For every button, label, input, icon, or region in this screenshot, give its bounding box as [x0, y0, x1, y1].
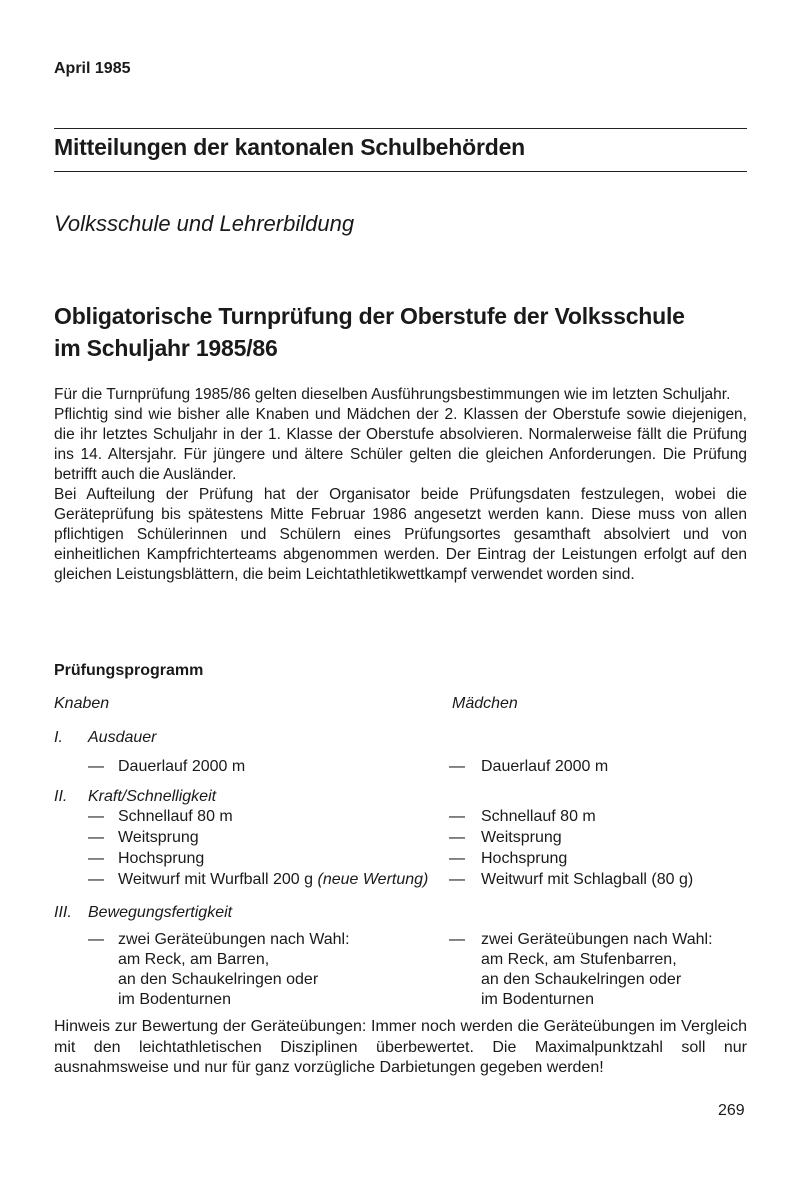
- dash-girls: —: [449, 829, 465, 846]
- column-header-boys: Knaben: [54, 695, 110, 712]
- girls-item: Schnellauf 80 m: [481, 808, 596, 825]
- girls-item: im Bodenturnen: [481, 991, 594, 1008]
- girls-item: Dauerlauf 2000 m: [481, 758, 609, 775]
- girls-item: zwei Geräteübungen nach Wahl:: [481, 931, 713, 948]
- dash-boys: —: [88, 808, 104, 825]
- boys-item: Hochsprung: [118, 850, 205, 867]
- boys-item: Schnellauf 80 m: [118, 808, 233, 825]
- program-heading: Prüfungsprogramm: [54, 662, 204, 679]
- page-number: 269: [718, 1102, 745, 1119]
- girls-item: Weitwurf mit Schlagball (80 g): [481, 871, 694, 888]
- girls-item: Weitsprung: [481, 829, 562, 846]
- paragraph: Bei Aufteilung der Prüfung hat der Organisator beide Prüfungsdaten festzulegen, wobei die Geräteprüfung bis spätestens Mitte Februar 1986 angesetzt werden kann. Diese muss von allen pflichtigen Schülerinnen und Schülern eines Prüfungsortes gesamthaft absolviert und von einheitlichen Kampfrichterteams abgenommen werden. Der Eintrag der Leistungen erfolgt auf den gleichen Leistungsblättern, die beim Leichtathletikwettkampf verwendet worden sind.: [54, 486, 747, 583]
- dash-girls: —: [449, 758, 465, 775]
- evaluation-note: [54, 1017, 747, 1079]
- section-name: Ausdauer: [88, 729, 157, 746]
- dash-boys: —: [88, 931, 104, 948]
- dash-girls: —: [449, 871, 465, 888]
- section-name: Bewegungsfertigkeit: [88, 904, 233, 921]
- boys-item: [118, 871, 428, 889]
- dash-boys: —: [88, 758, 104, 775]
- dash-boys: —: [88, 829, 104, 846]
- article-title-line-2: im Schuljahr 1985/86: [54, 335, 278, 361]
- dash-girls: —: [449, 808, 465, 825]
- boys-item: am Reck, am Barren,: [118, 951, 270, 968]
- dash-girls: —: [449, 850, 465, 867]
- column-header-girls: Mädchen: [452, 695, 518, 712]
- article-body: [54, 385, 747, 585]
- boys-item: Dauerlauf 2000 m: [118, 758, 246, 775]
- dash-boys: —: [88, 850, 104, 867]
- boys-item: an den Schaukelringen oder: [118, 971, 319, 988]
- section-numeral: III.: [54, 904, 72, 921]
- boys-item: zwei Geräteübungen nach Wahl:: [118, 931, 350, 948]
- issue-date: April 1985: [54, 60, 131, 77]
- girls-item: an den Schaukelringen oder: [481, 971, 682, 988]
- article-title-line-1: Obligatorische Turnprüfung der Oberstufe der Volksschule: [54, 303, 685, 329]
- boys-item-note: (neue Wertung): [317, 871, 429, 888]
- note-text: Hinweis zur Bewertung der Geräteübungen: Immer noch werden die Geräteübungen im Vergleich mit den leichtathletischen Disziplinen überbewertet. Die Maximalpunktzahl soll nur ausnahmsweise und nur für ganz vorzügliche Darbietungen gegeben werden!: [54, 1018, 747, 1076]
- boys-item: im Bodenturnen: [118, 991, 231, 1008]
- boys-item-text: Weitwurf mit Wurfball 200 g: [118, 871, 314, 888]
- article-title: [54, 300, 754, 364]
- dash-boys: —: [88, 871, 104, 888]
- section-numeral: I.: [54, 729, 63, 746]
- section-rule-bottom: [54, 171, 747, 172]
- paragraph: Pflichtig sind wie bisher alle Knaben und Mädchen der 2. Klassen der Oberstufe sowie diejenigen, die ihr letztes Schuljahr in der 1. Klasse der Oberstufe absolvieren. Normalerweise fällt die Prüfung ins 14. Altersjahr. Für jüngere und ältere Schüler gelten die gleichen Anforderungen. Die Prüfung betrifft auch die Ausländer.: [54, 406, 747, 483]
- section-title: Mitteilungen der kantonalen Schulbehörden: [54, 134, 526, 160]
- subsection-title: Volksschule und Lehrerbildung: [54, 211, 355, 236]
- paragraph: Für die Turnprüfung 1985/86 gelten dieselben Ausführungsbestimmungen wie im letzten Schuljahr.: [54, 386, 731, 403]
- girls-item: am Reck, am Stufenbarren,: [481, 951, 677, 968]
- boys-item: Weitsprung: [118, 829, 199, 846]
- section-name: Kraft/Schnelligkeit: [88, 788, 217, 805]
- section-numeral: II.: [54, 788, 68, 805]
- dash-girls: —: [449, 931, 465, 948]
- section-rule-top: [54, 128, 747, 129]
- girls-item: Hochsprung: [481, 850, 568, 867]
